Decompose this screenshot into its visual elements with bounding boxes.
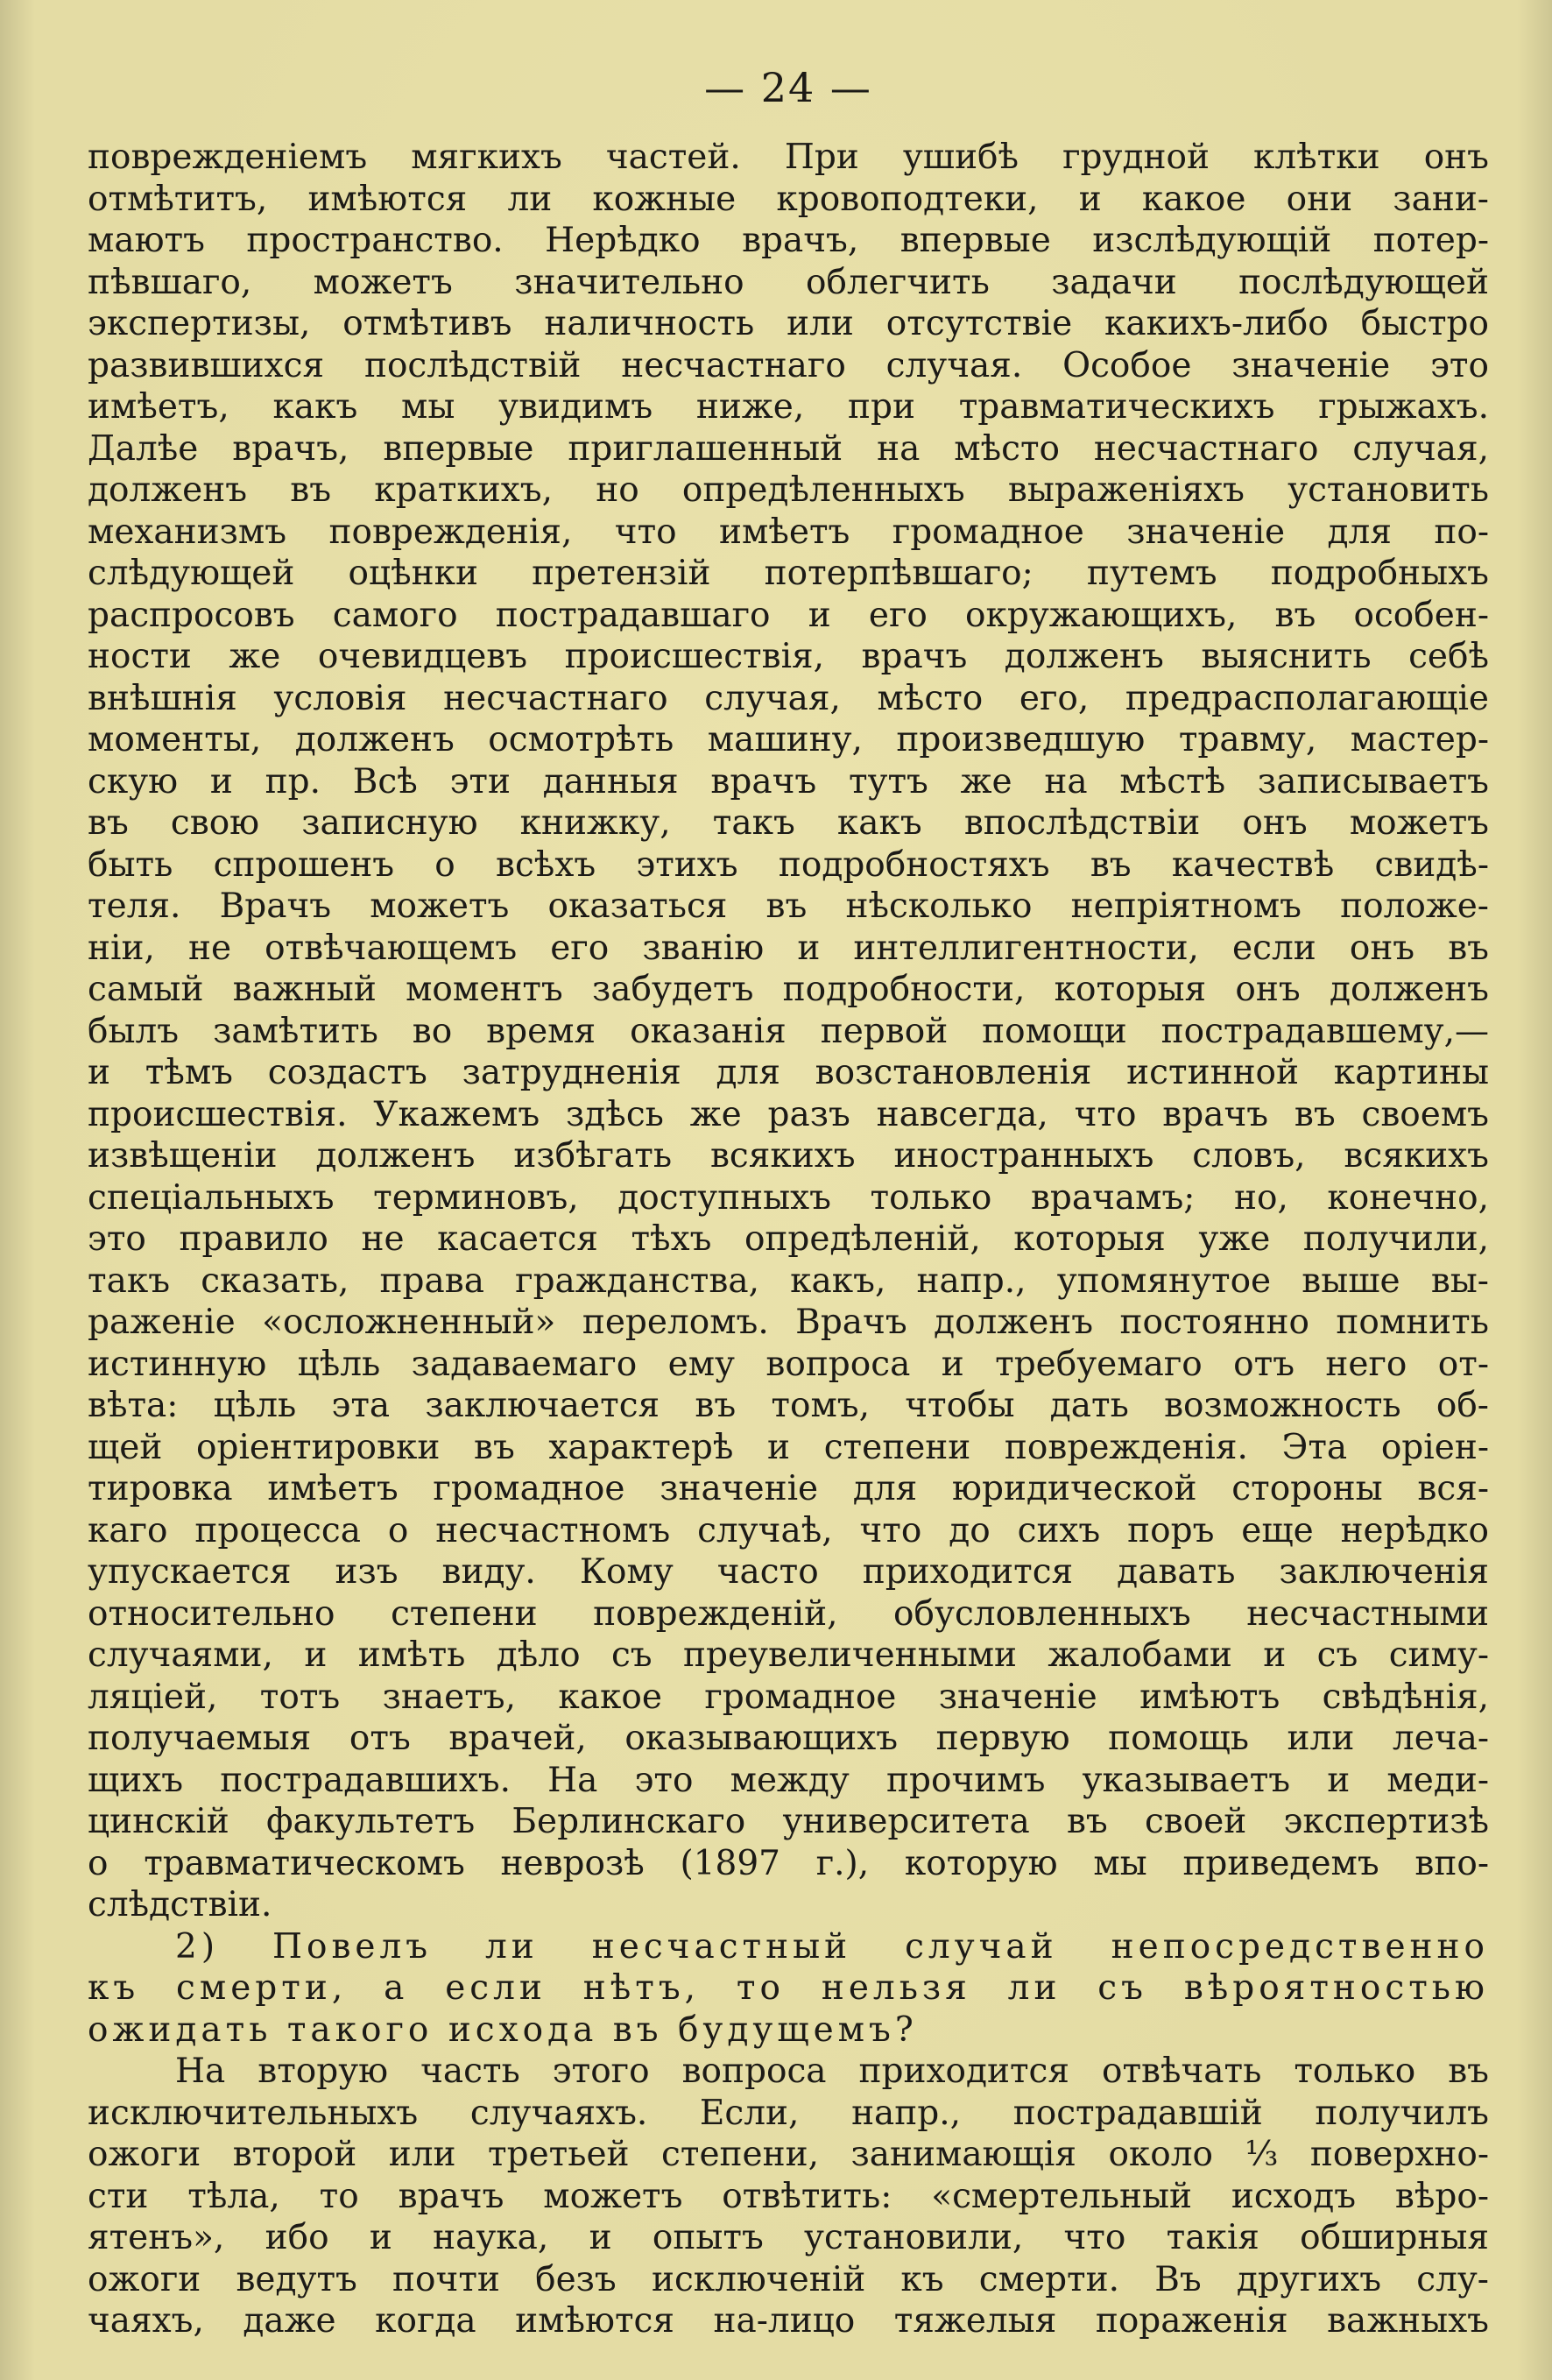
text-line: происшествія. Укажемъ здѣсь же разъ навсегда, что врачъ въ своемъ xyxy=(88,1094,1489,1134)
text-line: тировка имѣетъ громадное значеніе для юридической стороны вся- xyxy=(88,1469,1489,1508)
book-page xyxy=(88,53,1489,2348)
text-line: внѣшнія условія несчастнаго случая, мѣсто его, предрасполагающіе xyxy=(88,678,1489,718)
text-line: получаемыя отъ врачей, оказывающихъ первую помощь или леча- xyxy=(88,1719,1489,1758)
text-line: извѣщеніи долженъ избѣгать всякихъ иностранныхъ словъ, всякихъ xyxy=(88,1136,1489,1176)
text-line: вѣта: цѣль эта заключается въ томъ, чтобы дать возможность об- xyxy=(88,1386,1489,1425)
text-line: ніи, не отвѣчающемъ его званію и интеллигентности, если онъ въ xyxy=(88,928,1489,968)
text-line: слѣдствіи. xyxy=(88,1885,272,1924)
text-line: случаями, и имѣть дѣло съ преувеличенными жалобами и съ симу- xyxy=(88,1635,1489,1675)
text-line: пѣвшаго, можетъ значительно облегчить задачи послѣдующей xyxy=(88,262,1489,302)
text-line: ожоги второй или третьей степени, занимающія около ⅓ поверхно- xyxy=(88,2135,1489,2174)
text-line: ности же очевидцевъ происшествія, врачъ долженъ выяснить себѣ xyxy=(88,637,1489,676)
question-line: ожидать такого исхода въ будущемъ? xyxy=(88,2009,918,2050)
question-line: къ смерти, а если нѣтъ, то нельзя ли съ вѣроятностью xyxy=(88,1968,1489,2008)
text-line: долженъ въ краткихъ, но опредѣленныхъ выраженіяхъ установить xyxy=(88,470,1489,510)
text-line: отмѣтитъ, имѣются ли кожные кровоподтеки, и какое они зани- xyxy=(88,179,1489,219)
text-line: развившихся послѣдствій несчастнаго случая. Особое значеніе это xyxy=(88,345,1489,385)
text-line: механизмъ поврежденія, что имѣетъ громадное значеніе для по- xyxy=(88,512,1489,552)
body-text xyxy=(88,137,1489,2342)
page-number: — 24 — xyxy=(704,64,872,111)
text-line: чаяхъ, даже когда имѣются на-лицо тяжелыя пораженія важныхъ xyxy=(88,2301,1489,2341)
text-line: ляціей, тотъ знаетъ, какое громадное значеніе имѣютъ свѣдѣнія, xyxy=(88,1677,1489,1717)
text-line: маютъ пространство. Нерѣдко врачъ, впервые изслѣдующій потер- xyxy=(88,221,1489,260)
question-line: 2) Повелъ ли несчастный случай непосредственно xyxy=(175,1926,1489,1967)
text-line: о травматическомъ неврозѣ (1897 г.), которую мы приведемъ впо- xyxy=(88,1843,1489,1883)
text-line: щей оріентировки въ характерѣ и степени поврежденія. Эта оріен- xyxy=(88,1427,1489,1467)
text-line: поврежденіемъ мягкихъ частей. При ушибѣ грудной клѣтки онъ xyxy=(88,138,1489,177)
text-line: это правило не касается тѣхъ опредѣленій, которыя уже получили, xyxy=(88,1219,1489,1259)
text-line: имѣетъ, какъ мы увидимъ ниже, при травматическихъ грыжахъ. xyxy=(88,387,1489,427)
text-line: самый важный моментъ забудетъ подробности, которыя онъ долженъ xyxy=(88,970,1489,1009)
text-line: упускается изъ виду. Кому часто приходится давать заключенія xyxy=(88,1552,1489,1592)
text-line: На вторую часть этого вопроса приходится отвѣчать только въ xyxy=(175,2052,1489,2091)
text-line: истинную цѣль задаваемаго ему вопроса и требуемаго отъ него от- xyxy=(88,1344,1489,1384)
question-2 xyxy=(88,1926,1489,2052)
text-line: щихъ пострадавшихъ. На это между прочимъ указываетъ и меди- xyxy=(88,1760,1489,1800)
text-line: относительно степени поврежденій, обусловленныхъ несчастными xyxy=(88,1593,1489,1634)
text-line: исключительныхъ случаяхъ. Если, напр., пострадавшій получилъ xyxy=(88,2093,1489,2133)
text-line: сти тѣла, то врачъ можетъ отвѣтить: «смертельный исходъ вѣро- xyxy=(88,2176,1489,2216)
text-line: экспертизы, отмѣтивъ наличность или отсутствіе какихъ-либо быстро xyxy=(88,304,1489,343)
text-line: скую и пр. Всѣ эти данныя врачъ тутъ же на мѣстѣ записываетъ xyxy=(88,761,1489,802)
text-line: каго процесса о несчастномъ случаѣ, что до сихъ поръ еще нерѣдко xyxy=(88,1510,1489,1550)
text-line: слѣдующей оцѣнки претензій потерпѣвшаго; путемъ подробныхъ xyxy=(88,554,1489,593)
text-line: спеціальныхъ терминовъ, доступныхъ только врачамъ; но, конечно, xyxy=(88,1177,1489,1218)
paragraph-2 xyxy=(88,2051,1489,2342)
text-line: былъ замѣтить во время оказанія первой помощи пострадавшему,— xyxy=(88,1011,1489,1051)
text-line: ятенъ», ибо и наука, и опытъ установили, что такія обширныя xyxy=(88,2218,1489,2257)
text-line: въ свою записную книжку, такъ какъ впослѣдствіи онъ можетъ xyxy=(88,803,1489,843)
paragraph-1 xyxy=(88,137,1489,1926)
text-line: раженіе «осложненный» переломъ. Врачъ долженъ постоянно помнить xyxy=(88,1303,1489,1342)
text-line: такъ сказать, права гражданства, какъ, напр., упомянутое выше вы- xyxy=(88,1261,1489,1301)
text-line: распросовъ самого пострадавшаго и его окружающихъ, въ особен- xyxy=(88,595,1489,635)
text-line: быть спрошенъ о всѣхъ этихъ подробностяхъ въ качествѣ свидѣ- xyxy=(88,844,1489,885)
text-line: цинскій факультетъ Берлинскаго университета въ своей экспертизѣ xyxy=(88,1802,1489,1841)
text-line: и тѣмъ создастъ затрудненія для возстановленія истинной картины xyxy=(88,1053,1489,1092)
text-line: ожоги ведутъ почти безъ исключеній къ смерти. Въ другихъ слу- xyxy=(88,2259,1489,2299)
text-line: теля. Врачъ можетъ оказаться въ нѣсколько непріятномъ положе- xyxy=(88,886,1489,926)
text-line: Далѣе врачъ, впервые приглашенный на мѣсто несчастнаго случая, xyxy=(88,428,1489,469)
text-line: моменты, долженъ осмотрѣть машину, произведшую травму, мастер- xyxy=(88,720,1489,759)
